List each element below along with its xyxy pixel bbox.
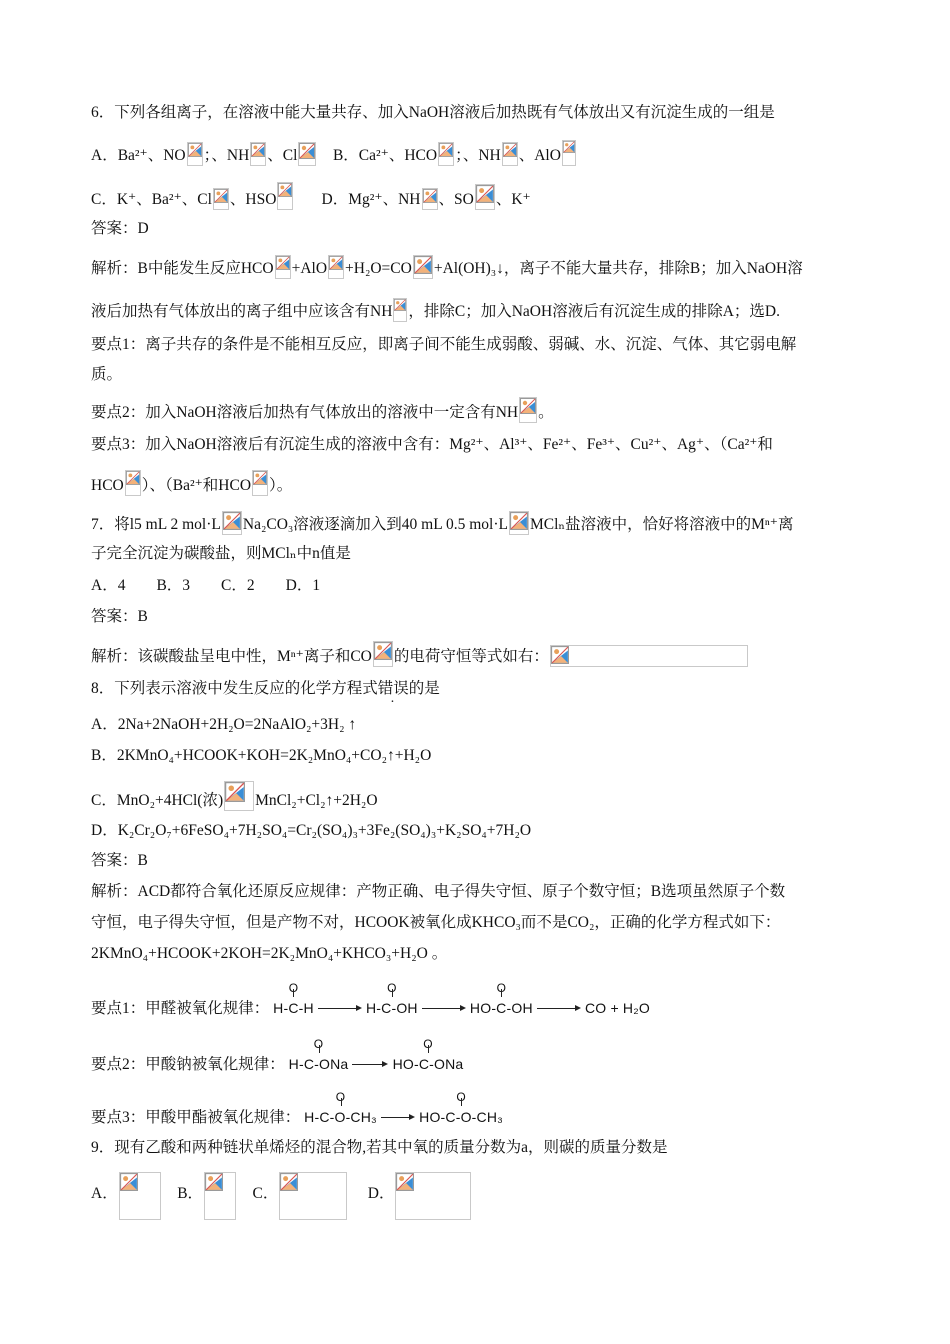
formula-image-icon — [187, 142, 203, 166]
q6-answer: 答案：D — [91, 220, 149, 237]
q6-point1-line1: 要点1：离子共存的条件是不能相互反应，即离子间不能生成弱酸、弱碱、水、沉淀、气体、其它弱电解 — [91, 336, 797, 353]
q8-analysis-line3: 2KMnO₄+HCOOK+2KOH=2K₂MnO₄+KHCO₃+H₂O 。 — [91, 945, 448, 962]
q6-options-cd — [91, 182, 531, 211]
q8-stem-text: 的是 — [408, 680, 440, 697]
formula-image-icon — [204, 1172, 236, 1220]
q6-point1-line2: 质。 — [91, 366, 123, 383]
q9-options — [91, 1170, 472, 1220]
formula-image-icon — [562, 140, 576, 166]
q6-point-text: ）、（Ba²⁺和HCO — [141, 477, 252, 494]
q6-stem: 6．下列各组离子，在溶液中能大量共存、加入NaOH溶液后加热既有气体放出又有沉淀生成的一组是 — [91, 104, 775, 121]
q8-point2 — [91, 1037, 464, 1076]
scheme-formaldehyde-oxidation — [273, 981, 650, 1016]
q9-opt-d-label: D． — [367, 1185, 395, 1202]
structure-sodium-formate: H-C-ONa — [288, 1056, 349, 1072]
q9-opt-b-label: B． — [177, 1185, 204, 1202]
q6-analysis-line1 — [91, 255, 803, 280]
arrow-icon — [422, 1004, 466, 1014]
structure-methyl-hydrogen-carbonate: HO-C-O-CH₃ — [419, 1109, 504, 1125]
q8-analysis-line2: 守恒，电子得失守恒，但是产物不对，HCOOK被氧化成KHCO₃而不是CO₂，正确的化学方程式如下： — [91, 914, 781, 931]
arrow-icon — [381, 1113, 415, 1123]
q6-opt-c: C．K⁺、Ba²⁺、Cl — [91, 191, 212, 208]
q7-stem-text: 7．将l5 mL 2 mol·L — [91, 516, 221, 533]
q6-opt-d: D．Mg²⁺、NH — [321, 191, 421, 208]
formula-image-icon — [475, 184, 495, 210]
q6-opt-a-ion: 、NH — [211, 147, 250, 164]
q8-opt-c — [91, 781, 378, 812]
q8-opt-d: D．K₂Cr₂O₇+6FeSO₄+7H₂SO₄=Cr₂(SO₄)₃+3Fe₂(SO₄)₃+K₂SO₄+7H₂O — [91, 822, 532, 839]
formula-image-icon — [328, 255, 344, 279]
structure-formaldehyde: H-C-H — [273, 1000, 314, 1016]
q8-opt-b: B．2KMnO₄+HCOOK+KOH=2K₂MnO₄+CO₂↑+H₂O — [91, 747, 432, 764]
q6-point-text: HCO — [91, 477, 124, 494]
q6-point3-line2 — [91, 470, 292, 497]
q9-stem: 9．现有乙酸和两种链状单烯烃的混合物,若其中氧的质量分数为a，则碳的质量分数是 — [91, 1139, 668, 1156]
q8-point-label: 要点2：甲酸钠被氧化规律： — [91, 1056, 285, 1073]
products-co-water: CO + H₂O — [584, 1000, 650, 1016]
q6-point-text: ）。 — [269, 477, 293, 494]
structure-sodium-bicarbonate: HO-C-ONa — [392, 1056, 464, 1072]
q6-analysis-text: +H₂O=CO — [345, 260, 412, 277]
q6-point2 — [91, 397, 554, 424]
q6-point3-line1: 要点3：加入NaOH溶液后有沉淀生成的溶液中含有：Mg²⁺、Al³⁺、Fe²⁺、Fe³⁺、Cu²⁺、Ag⁺、（Ca²⁺和 — [91, 436, 773, 453]
formula-image-icon — [119, 1172, 161, 1220]
q6-analysis-text: 解析：B中能发生反应HCO — [91, 260, 274, 277]
scheme-sodium-formate-oxidation — [288, 1037, 464, 1072]
carbonyl-o: O — [456, 1090, 466, 1104]
q7-analysis-text: 解析：该碳酸盐呈电中性，Mⁿ⁺离子和CO — [91, 648, 372, 665]
carbonyl-o: O — [423, 1037, 433, 1051]
formula-image-icon — [519, 397, 537, 423]
q8-opt-a: A．2Na+2NaOH+2H₂O=2NaAlO₂+3H₂ ↑ — [91, 716, 357, 733]
q6-options-ab: A．Ba²⁺、NO ；、NH 、Cl B．Ca²⁺、HCO ；、NH 、AlO — [91, 140, 577, 167]
formula-image-icon — [275, 255, 291, 279]
q6-opt-b: B．Ca²⁺、HCO — [332, 147, 438, 164]
q7-stem-text: MClₙ盐溶液中，恰好将溶液中的Mⁿ⁺离 — [529, 516, 794, 533]
formula-image-icon — [395, 1172, 471, 1220]
structure-methyl-formate: H-C-O-CH₃ — [304, 1109, 377, 1125]
formula-image-icon — [125, 470, 141, 496]
q9-opt-c-label: C． — [252, 1185, 279, 1202]
equation-image-icon — [550, 645, 748, 667]
q6-opt-a: A．Ba²⁺、NO — [91, 147, 186, 164]
q6-point-text: 。 — [538, 404, 554, 421]
q8-point-label: 要点1：甲醛被氧化规律： — [91, 1000, 270, 1017]
arrow-icon — [318, 1004, 362, 1014]
q8-opt-c-text: C．MnO₂+4HCl(浓) — [91, 792, 224, 809]
q7-stem-text: Na₂CO₃溶液逐滴加入到40 mL 0.5 mol·L — [242, 516, 508, 533]
scheme-methyl-formate-oxidation — [304, 1090, 504, 1125]
reaction-condition-image-icon — [224, 781, 254, 811]
formula-image-icon — [298, 142, 316, 166]
formula-image-icon — [438, 142, 454, 166]
q8-opt-c-text: MnCl₂+Cl₂↑+2H₂O — [255, 792, 378, 809]
carbonyl-o: O — [313, 1037, 324, 1051]
formula-image-icon — [222, 511, 242, 535]
formula-image-icon — [422, 188, 438, 210]
formula-image-icon — [277, 182, 293, 210]
arrow-icon — [352, 1060, 388, 1070]
carbonyl-o: O — [288, 981, 299, 995]
formula-image-icon — [502, 142, 518, 166]
formula-image-icon — [413, 255, 433, 279]
q6-analysis-text: +AlO — [291, 260, 328, 277]
q9-opt-a-label: A． — [91, 1185, 118, 1202]
q7-analysis — [91, 641, 749, 668]
formula-image-icon — [252, 470, 268, 496]
q6-point-text: 要点2：加入NaOH溶液后加热有气体放出的溶液中一定含有NH — [91, 404, 519, 421]
formula-image-icon — [279, 1172, 347, 1220]
q6-analysis-text: 液后加热有气体放出的离子组中应该含有NH — [91, 303, 393, 320]
structure-formic-acid: H-C-OH — [365, 1000, 418, 1016]
arrow-icon — [537, 1004, 581, 1014]
q8-point3 — [91, 1090, 504, 1129]
q7-stem-line2: 子完全沉淀为碳酸盐，则MClₙ中n值是 — [91, 545, 351, 562]
q8-point1 — [91, 981, 650, 1020]
q7-stem-line1 — [91, 511, 793, 536]
formula-image-icon — [213, 188, 229, 210]
q8-emphasis-mark: 错误 — [377, 680, 409, 697]
q8-point-label: 要点3：甲酸甲酯被氧化规律： — [91, 1109, 301, 1126]
q8-answer: 答案：B — [91, 852, 148, 869]
formula-image-icon — [373, 641, 393, 667]
carbonyl-o: O — [335, 1090, 346, 1104]
q6-opt-c-ion: 、HSO — [229, 191, 277, 208]
q6-opt-d-ion: 、SO — [438, 191, 474, 208]
q7-options: A．4 B．3 C．2 D．1 — [91, 577, 321, 594]
q7-answer: 答案：B — [91, 608, 148, 625]
q6-analysis-text: ，排除C；加入NaOH溶液后有沉淀生成的排除A；选D. — [408, 303, 780, 320]
carbonyl-o: O — [387, 981, 397, 995]
carbonyl-o: O — [496, 981, 507, 995]
q8-stem — [91, 678, 440, 700]
q6-opt-b-ion: 、NH — [462, 147, 501, 164]
structure-carbonic-acid: HO-C-OH — [469, 1000, 533, 1016]
formula-image-icon — [250, 142, 266, 166]
q8-stem-text: 8．下列表示溶液中发生反应的化学方程式 — [91, 680, 378, 697]
q6-opt-b-ion: 、AlO — [518, 147, 561, 164]
q6-opt-d-ion: 、K⁺ — [495, 191, 531, 208]
formula-image-icon — [509, 511, 529, 535]
formula-image-icon — [393, 298, 407, 322]
q6-analysis-text: +Al(OH)₃↓，离子不能大量共存，排除B；加入NaOH溶 — [433, 260, 803, 277]
q8-analysis-line1: 解析：ACD都符合氧化还原反应规律：产物正确、电子得失守恒、原子个数守恒；B选项虽然原子个数 — [91, 883, 786, 900]
q7-analysis-text: 的电荷守恒等式如右： — [393, 648, 549, 665]
q6-opt-a-ion: 、Cl — [267, 147, 298, 164]
q6-analysis-line2 — [91, 298, 780, 323]
